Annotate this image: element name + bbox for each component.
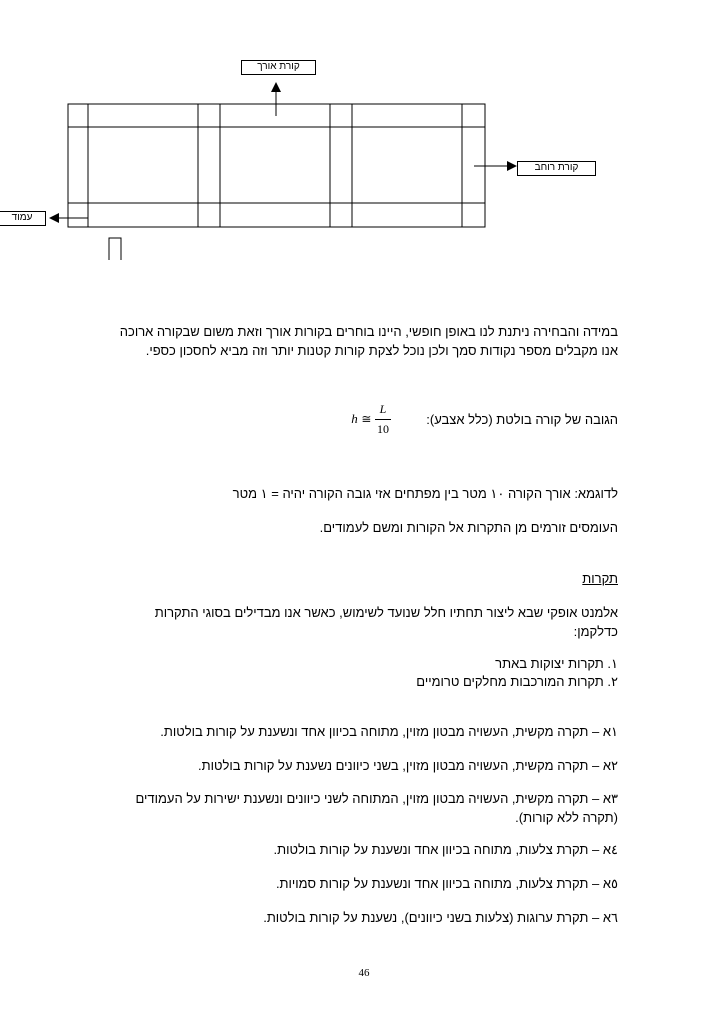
beam-plan-diagram xyxy=(0,0,728,260)
ceiling-type-item: ٣א – תקרה מקשית, העשויה מבטון מזוין, המתוחה לשני כיוונים ונשענת ישירות על העמודים (תקרה ללא קורות). xyxy=(135,791,618,825)
height-rule-label: הגובה של קורה בולטת (כלל אצבע): xyxy=(426,412,618,427)
symbol-box xyxy=(109,238,121,260)
ceilings-heading: תקרות xyxy=(582,571,618,586)
beam-choice-paragraph: במידה והבחירה ניתנת לנו באופן חופשי, היינו בוחרים בקורות אורך וזאת משום שבקורה ארוכה אנו מקבלים מספר נקודות סמך ולכן נוכל לצקת קורות קטנות יותר וזה מביא לחסכון כספי. xyxy=(119,324,618,358)
formula-fraction xyxy=(375,400,391,439)
ceiling-type-item: ٥א – תקרת צלעות, מתוחה בכיוון אחד ונשענת על קורות סמויות. xyxy=(275,876,618,891)
formula-numerator: L xyxy=(375,400,391,420)
loads-line: העומסים זורמים מן התקרות אל הקורות ומשם לעמודים. xyxy=(319,520,618,535)
ceiling-type-item: ٦א – תקרת ערוגות (צלעות בשני כיוונים), נשענת על קורות בולטות. xyxy=(263,910,618,925)
ceiling-type-item: ٤א – תקרת צלעות, מתוחה בכיוון אחד ונשענת על קורות בולטות. xyxy=(273,842,618,857)
plan-outline xyxy=(68,104,485,227)
page-number: 46 xyxy=(358,967,370,979)
height-rule-line xyxy=(351,400,618,440)
cross-beam-label: קורת רוחב xyxy=(517,161,596,176)
ceilings-definition: אלמנט אופקי שבא ליצור תחתיו חלל שנועד לשימוש, כאשר אנו מבדילים בסוגי התקרות כדלקמן: xyxy=(154,605,618,639)
column-label: עמוד xyxy=(0,211,46,226)
plan-grid xyxy=(68,104,485,227)
height-formula xyxy=(351,400,391,439)
formula-h: h xyxy=(351,410,358,426)
list-item: ١. תקרות יצוקות באתר xyxy=(495,656,618,671)
ceiling-type-item: ١א – תקרה מקשית, העשויה מבטון מזוין, מתוחה בכיוון אחד ונשענת על קורות בולטות. xyxy=(160,724,618,739)
long-beam-label: קורת אורך xyxy=(241,60,316,75)
list-item: ٢. תקרות המורכבות מחלקים טרומיים xyxy=(416,674,618,689)
ceiling-type-item: ٢א – תקרה מקשית, העשויה מבטון מזוין, בשני כיוונים נשענת על קורות בולטות. xyxy=(197,758,618,773)
formula-denominator: 10 xyxy=(377,422,390,436)
example-line: לדוגמא: אורך הקורה ١٠ מטר בין מפתחים אזי גובה הקורה יהיה = ١ מטר xyxy=(232,486,618,501)
formula-approx: ≅ xyxy=(361,411,372,426)
